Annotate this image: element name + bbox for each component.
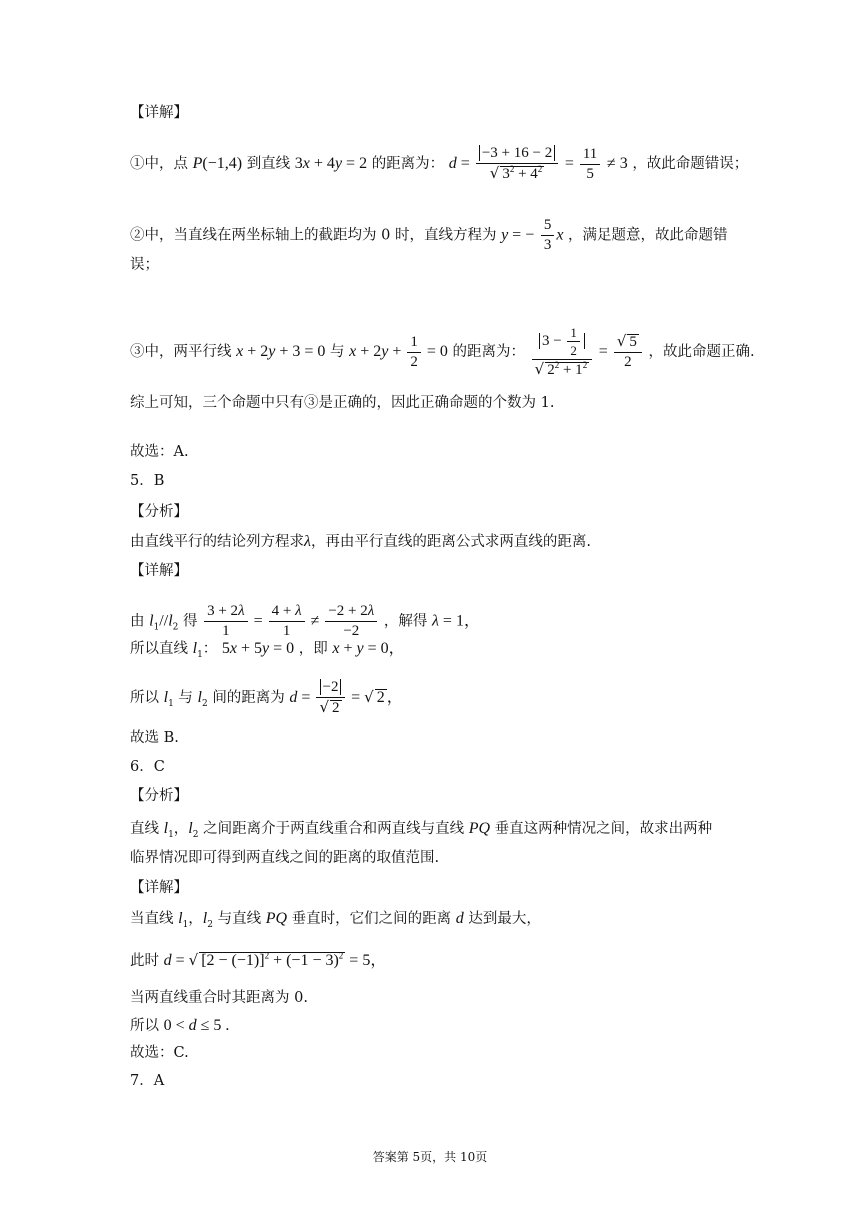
item-1: ①中，点 P(−1,4) 到直线 3x + 4y = 2 的距离为： d = $\frac{-3 + 16 - 2}{√ 3^2 + 4^2}$ = $\frac{11}{5}$ ≠ 3 ，故此命题错误； [130,145,749,182]
choose-b: 故选 B. [130,730,179,746]
summary: 综上可知，三个命题中只有③是正确的，因此正确命题的个数为 1. [130,395,555,411]
question-7: 7．A [130,1073,165,1089]
heading-analysis-6: 【分析】 [130,788,188,804]
q6-detail-2: 此时 d = √ $[2 - (-1)]^2 + (-1 - 3)^2 = 5$， [130,950,387,969]
question-5: 5．B [130,473,165,489]
choose-a: 故选：A. [130,444,189,460]
q6-analysis-2: 临界情况即可得到两直线之间的距离的取值范围. [130,850,440,866]
q6-detail-1: 当直线 $l_1$，$l_2$ 与直线 PQ 垂直时，它们之间的距离 d 达到最大， [130,910,541,930]
question-6: 6．C [130,759,165,775]
item-2-cont: 误； [130,257,159,273]
choose-c: 故选：C. [130,1045,189,1061]
q5-analysis: 由直线平行的结论列方程求λ，再由平行直线的距离公式求两直线的距离. [130,533,592,550]
heading-analysis-5: 【分析】 [130,504,188,520]
heading-detail-5: 【详解】 [130,563,188,579]
item-3: ③中，两平行线 x + 2y + 3 = 0 与 x + 2y + $\frac{1}{2}$ = 0 的距离为： 3 − $\frac{1}{2}$ √ $2^2 + 1^2$ = $\frac{√ 5}{2}$ ，故此命题正确. [130,325,755,378]
q6-detail-4: 所以 0 < d ≤ 5 . [130,1017,230,1034]
q5-line-1: 由 $l_1//l_2$ 得 $\frac{3 + 2\lambda}{1}$ = $\frac{4 + \lambda}{1}$ ≠ $\frac{-2 + 2\lambda}{-2}$ ，解得 λ = 1， [130,603,480,639]
item-2: ②中，当直线在两坐标轴上的截距均为 0 时，直线方程为 y = − $\frac{5}{3}$ x ，满足题意，故此命题错 [130,217,728,253]
q6-detail-3: 当两直线重合时其距离为 0. [130,990,308,1006]
q5-line-2: 所以直线 $l_1$： 5x + 5y = 0 ，即 x + y = 0， [130,640,405,660]
heading-detail-1: 【详解】 [130,105,188,121]
q5-line-3: 所以 $l_1$ 与 $l_2$ 间的距离为 d = $\frac{-2}{√ 2}$ = √ 2 ， [130,679,403,716]
page-footer: 答案第 5页，共 10页 [372,1150,488,1164]
q6-analysis-1: 直线 $l_1$，$l_2$ 之间距离介于两直线重合和两直线与直线 PQ 垂直这两种情况之间，故求出两种 [130,820,713,840]
heading-detail-6: 【详解】 [130,880,188,896]
